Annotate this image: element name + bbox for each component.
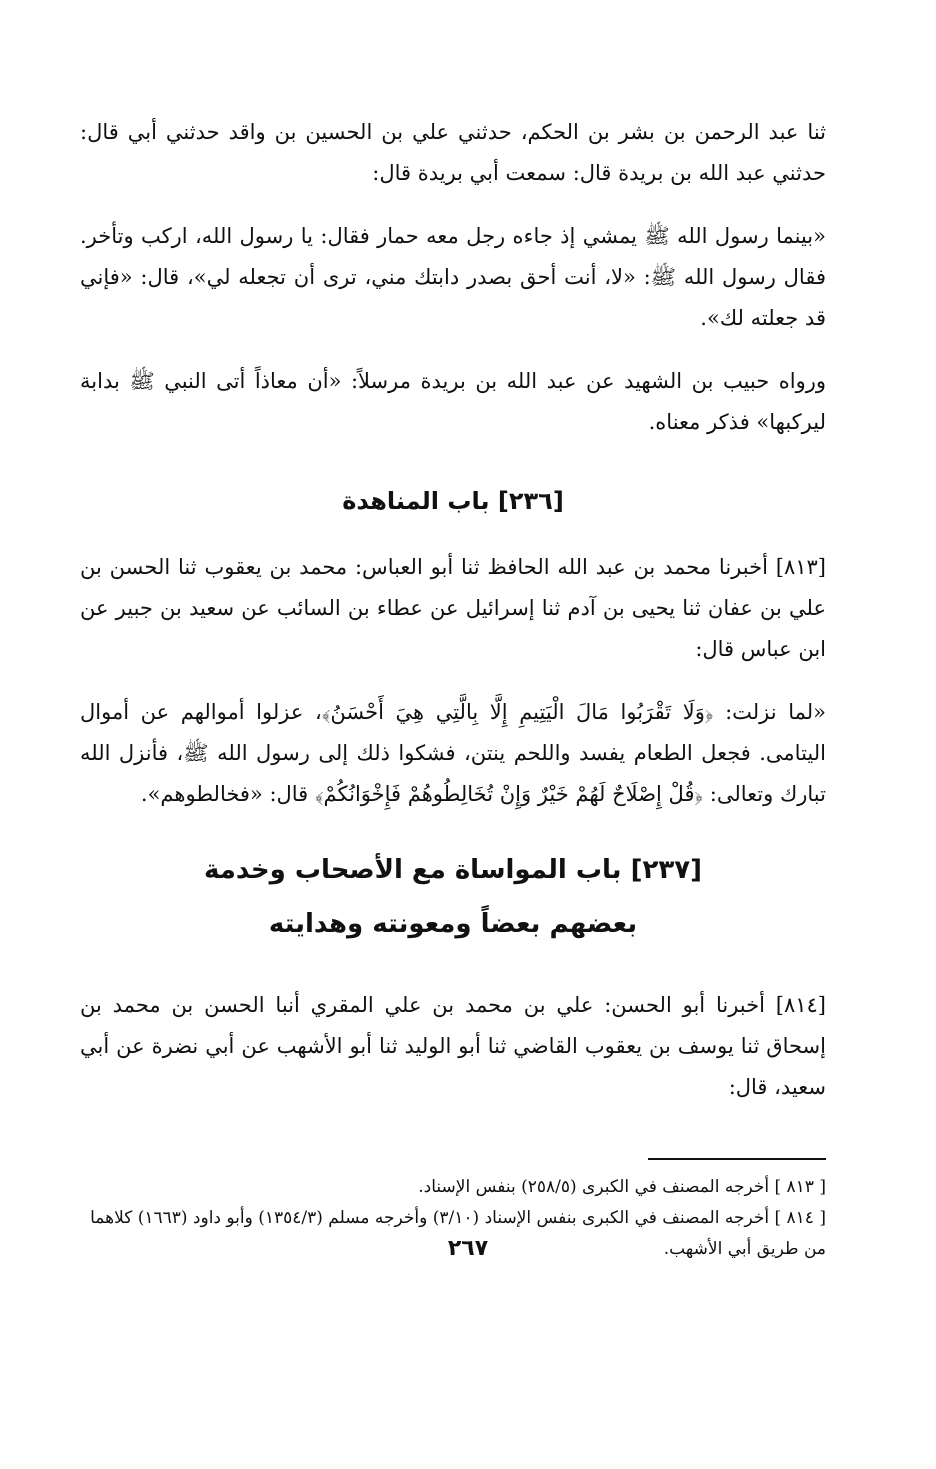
hadith-text: «بينما رسول الله ﷺ يمشي إذ جاءه رجل معه حمار فقال: يا رسول الله، اركب وتأخر. فقال رسول الله ﷺ: «لا، أنت أحق بصدر دابتك مني، ترى أن تجعله لي»، قال: «فإني قد جعلته لك». [80,224,826,330]
page-number: ٢٦٧ [447,1236,489,1261]
footnote-814: [ ٨١٤ ] أخرجه المصنف في الكبرى بنفس الإسناد (٣/١٠) وأخرجه مسلم (١٣٥٤/٣) وأبو داود (١٦٦٣) كلاهما من طريق أبي الأشهب. [90,1208,826,1259]
narration-note: ورواه حبيب بن الشهيد عن عبد الله بن بريدة مرسلاً: «أن معاذاً أتى النبي ﷺ بدابة ليركبها» فذكر معناه. [80,369,826,434]
hadith-813-isnad: [٨١٣] أخبرنا محمد بن عبد الله الحافظ ثنا أبو العباس: محمد بن يعقوب ثنا الحسن بن علي بن عفان ثنا يحيى بن آدم ثنا إسرائيل عن عطاء بن السائب عن سعيد بن جبير عن ابن عباس قال: [80,555,826,661]
chapter-heading-236: [٢٣٦] باب المناهدة [342,487,564,515]
isnad-paragraph: ثنا عبد الرحمن بن بشر بن الحكم، حدثني علي بن الحسين بن واقد حدثني أبي قال: حدثني عبد الله بن بريدة قال: سمعت أبي بريدة قال: [80,120,826,185]
chapter-heading-237-line1: [٢٣٧] باب المواساة مع الأصحاب وخدمة [204,855,702,885]
hadith-814-isnad: [٨١٤] أخبرنا أبو الحسن: علي بن محمد بن علي المقري أنبا الحسن بن محمد بن إسحاق ثنا يوسف بن يعقوب القاضي ثنا أبو الوليد ثنا أبو الأشهب عن أبي نضرة عن أبي سعيد، قال: [80,993,826,1099]
chapter-heading-237-line2: بعضهم بعضاً ومعونته وهدايته [268,909,638,939]
chapter-heading-237 [80,843,826,951]
hadith-813-text: «لما نزلت: ﴿وَلَا تَقْرَبُوا مَالَ الْيَتِيمِ إِلَّا بِالَّتِي هِيَ أَحْسَنُ﴾، عزلوا أموالهم عن أموال اليتامى. فجعل الطعام يفسد واللحم ينتن، فشكوا ذلك إلى رسول الله ﷺ، فأنزل الله تبارك وتعالى: ﴿قُلْ إِصْلَاحٌ لَهُمْ خَيْرٌ وَإِنْ تُخَالِطُوهُمْ فَإِخْوَانُكُمْ﴾ قال: «فخالطوهم». [80,700,826,806]
footnote-813: [ ٨١٣ ] أخرجه المصنف في الكبرى (٢٥٨/٥) بنفس الإسناد. [418,1177,826,1197]
footnote-separator [648,1158,826,1160]
